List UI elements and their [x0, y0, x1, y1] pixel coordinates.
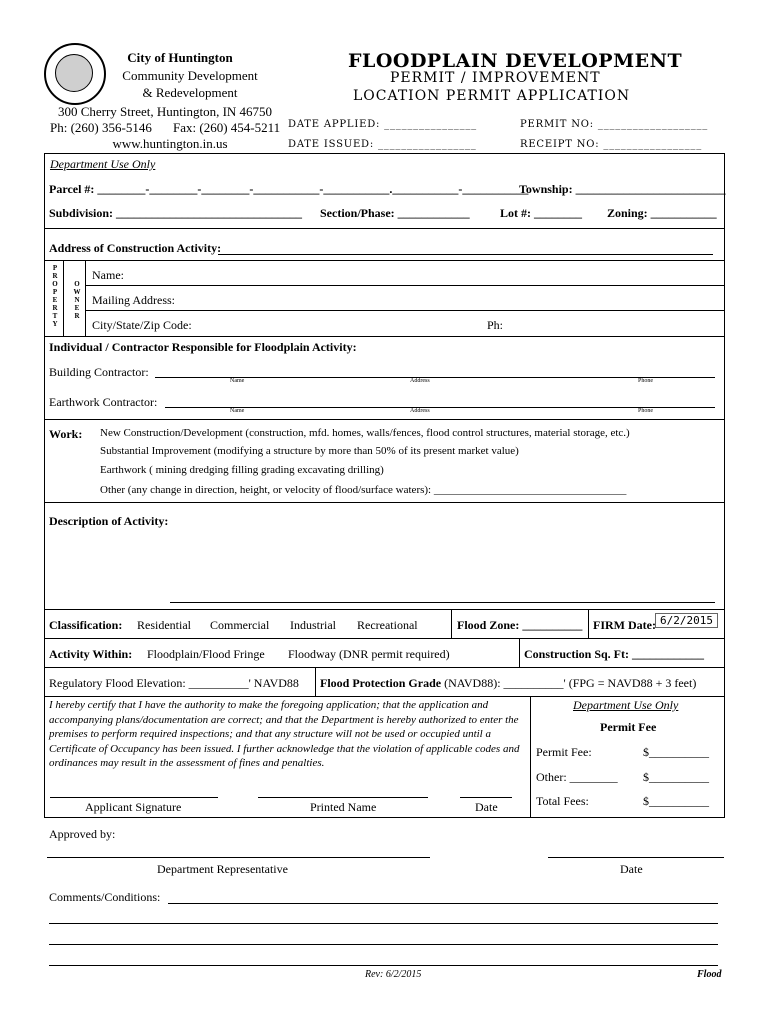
- class-divider-2: [588, 609, 589, 638]
- classification-label: Classification:: [49, 618, 123, 632]
- form-subtitle-2: LOCATION PERMIT APPLICATION: [353, 88, 631, 104]
- fees-divider: [530, 696, 531, 817]
- owner-name-label: Name:: [92, 268, 124, 282]
- building-sub-address: Address: [410, 378, 430, 384]
- earthwork-sub-name: Name: [230, 408, 245, 414]
- permit-fee-label: Permit Fee:: [536, 745, 592, 759]
- earthwork-sub-phone: Phone: [638, 408, 653, 414]
- footer-revision: Rev: 6/2/2015: [365, 969, 422, 980]
- firm-date-label: FIRM Date:: [593, 618, 656, 632]
- work-label: Work:: [49, 427, 83, 441]
- vertical-property: P R O P E R T Y: [52, 264, 58, 328]
- address-construction-input[interactable]: [218, 254, 713, 255]
- divider-parcel: [44, 228, 724, 229]
- section-phase-field[interactable]: Section/Phase: ____________: [320, 206, 470, 220]
- class-option-industrial[interactable]: Industrial: [290, 618, 336, 632]
- township-field[interactable]: Township: _________________________: [519, 182, 726, 196]
- fees-dept-use-label: Department Use Only: [573, 698, 679, 712]
- owner-row-divider-1: [85, 285, 724, 286]
- total-fees-input[interactable]: $__________: [643, 794, 709, 808]
- owner-row-divider-2: [85, 310, 724, 311]
- website: www.huntington.in.us: [112, 136, 228, 151]
- fpg-rest: (NAVD88): __________' (FPG = NAVD88 + 3 feet): [444, 676, 697, 690]
- footer-label: Flood: [697, 969, 722, 980]
- comments-label: Comments/Conditions:: [49, 890, 161, 904]
- approval-date-input[interactable]: [548, 857, 724, 858]
- permit-fee-heading: Permit Fee: [600, 720, 657, 734]
- work-option-substantial-improvement[interactable]: Substantial Improvement (modifying a structure by more than 50% of its present market value): [100, 445, 519, 457]
- applicant-signature-label: Applicant Signature: [85, 800, 182, 814]
- comments-line-2[interactable]: [49, 923, 718, 924]
- approval-date-label: Date: [620, 862, 643, 876]
- earthwork-contractor-input[interactable]: [165, 407, 715, 408]
- dept-use-only-label: Department Use Only: [50, 157, 156, 171]
- org-name: City of Huntington: [127, 50, 233, 65]
- vertical-owner: O W N E R: [73, 280, 81, 320]
- other-fee-input[interactable]: $__________: [643, 770, 709, 784]
- owner-col-divider-2: [85, 260, 86, 336]
- lot-field[interactable]: Lot #: ________: [500, 206, 582, 220]
- regulatory-flood-elevation-field[interactable]: Regulatory Flood Elevation: __________' NAVD88: [49, 676, 299, 690]
- activity-label: Activity Within:: [49, 647, 133, 661]
- owner-col-divider-1: [63, 260, 64, 336]
- owner-phone-label: Ph:: [487, 318, 504, 332]
- seal-building-icon: [55, 54, 93, 92]
- activity-divider: [519, 638, 520, 667]
- owner-city-label: City/State/Zip Code:: [92, 318, 192, 332]
- printed-name-input[interactable]: [258, 797, 428, 798]
- certification-text: I hereby certify that I have the authority to make the foregoing application; that the application and accompanying plans/documentation are correct; and that the Department is hereby authorized to enter the premises to perform required inspections; and that any structure will not be used or occupied until a Certificate of Occupancy has been issued. I further acknowledge that the violation of applicable codes and ordinances may result in the assessment of fines and penalties.: [49, 699, 520, 769]
- work-option-new-construction[interactable]: New Construction/Development (construction, mfd. homes, walls/fences, flood control structures, material storage, etc.): [100, 427, 630, 439]
- comments-line-1[interactable]: [168, 903, 718, 904]
- dept-line2: & Redevelopment: [142, 85, 238, 100]
- frame-left: [44, 153, 45, 817]
- form-title: FLOODPLAIN DEVELOPMENT: [348, 50, 683, 72]
- class-option-commercial[interactable]: Commercial: [210, 618, 270, 632]
- building-sub-name: Name: [230, 378, 245, 384]
- dept-rep-label: Department Representative: [157, 862, 288, 876]
- fax: Fax: (260) 454-5211: [173, 120, 281, 135]
- class-divider-1: [451, 609, 452, 638]
- earthwork-sub-address: Address: [410, 408, 430, 414]
- city-seal: [44, 43, 106, 105]
- building-contractor-label: Building Contractor:: [49, 365, 149, 379]
- divider-address: [44, 260, 724, 261]
- owner-mailing-label: Mailing Address:: [92, 293, 175, 307]
- frame-bottom: [44, 817, 725, 818]
- flood-protection-grade-field[interactable]: [320, 676, 696, 691]
- divider-contractor: [44, 419, 724, 420]
- parcel-field[interactable]: Parcel #: ________-________-________-___________-___________.___________-___________: [49, 182, 529, 196]
- description-input[interactable]: [170, 602, 715, 603]
- contractor-heading: Individual / Contractor Responsible for Floodplain Activity:: [49, 340, 357, 354]
- activity-option-floodplain[interactable]: Floodplain/Flood Fringe: [147, 647, 265, 661]
- frame-right: [724, 153, 725, 817]
- frame-top: [44, 153, 724, 154]
- construction-sqft-field[interactable]: Construction Sq. Ft: ____________: [524, 647, 705, 661]
- permit-no-field[interactable]: PERMIT NO: ___________________: [520, 119, 709, 130]
- divider-owner: [44, 336, 724, 337]
- applicant-date-input[interactable]: [460, 797, 512, 798]
- dept-rep-signature-input[interactable]: [47, 857, 430, 858]
- form-subtitle-1: PERMIT / IMPROVEMENT: [390, 70, 601, 86]
- applicant-signature-input[interactable]: [50, 797, 218, 798]
- divider-activity: [44, 667, 724, 668]
- total-fees-label: Total Fees:: [536, 794, 589, 808]
- comments-line-4[interactable]: [49, 965, 718, 966]
- flood-zone-field[interactable]: Flood Zone: __________: [457, 618, 583, 632]
- receipt-no-field[interactable]: RECEIPT NO: _________________: [520, 139, 703, 150]
- permit-fee-input[interactable]: $__________: [643, 745, 709, 759]
- subdivision-field[interactable]: Subdivision: _______________________________: [49, 206, 303, 220]
- approved-by-label: Approved by:: [49, 827, 116, 841]
- work-option-other[interactable]: Other (any change in direction, height, or velocity of flood/surface waters): ___________________________________: [100, 484, 627, 496]
- divider-work: [44, 502, 724, 503]
- printed-name-label: Printed Name: [310, 800, 377, 814]
- fpg-label: Flood Protection Grade: [320, 676, 442, 690]
- firm-date-input[interactable]: 6/2/2015: [655, 613, 718, 628]
- class-option-residential[interactable]: Residential: [137, 618, 191, 632]
- divider-description: [44, 609, 724, 610]
- comments-line-3[interactable]: [49, 944, 718, 945]
- description-label: Description of Activity:: [49, 514, 169, 528]
- activity-option-floodway[interactable]: Floodway (DNR permit required): [288, 647, 450, 661]
- earthwork-contractor-label: Earthwork Contractor:: [49, 395, 158, 409]
- date-issued-field[interactable]: DATE ISSUED: _________________: [288, 139, 477, 150]
- address: 300 Cherry Street, Huntington, IN 46750: [57, 104, 273, 119]
- work-option-earthwork[interactable]: Earthwork ( mining dredging filling grading excavating drilling): [100, 464, 384, 476]
- phone: Ph: (260) 356-5146: [50, 120, 152, 135]
- divider-classification: [44, 638, 724, 639]
- date-applied-field[interactable]: DATE APPLIED: ________________: [288, 119, 477, 130]
- building-sub-phone: Phone: [638, 378, 653, 384]
- other-fee-field[interactable]: Other: ________: [536, 770, 618, 784]
- dept-line1: Community Development: [122, 68, 258, 83]
- divider-elevation: [44, 696, 724, 697]
- zoning-field[interactable]: Zoning: ___________: [607, 206, 717, 220]
- elevation-divider: [315, 667, 316, 696]
- address-construction-label: Address of Construction Activity:: [49, 241, 222, 255]
- applicant-date-label: Date: [475, 800, 498, 814]
- class-option-recreational[interactable]: Recreational: [357, 618, 418, 632]
